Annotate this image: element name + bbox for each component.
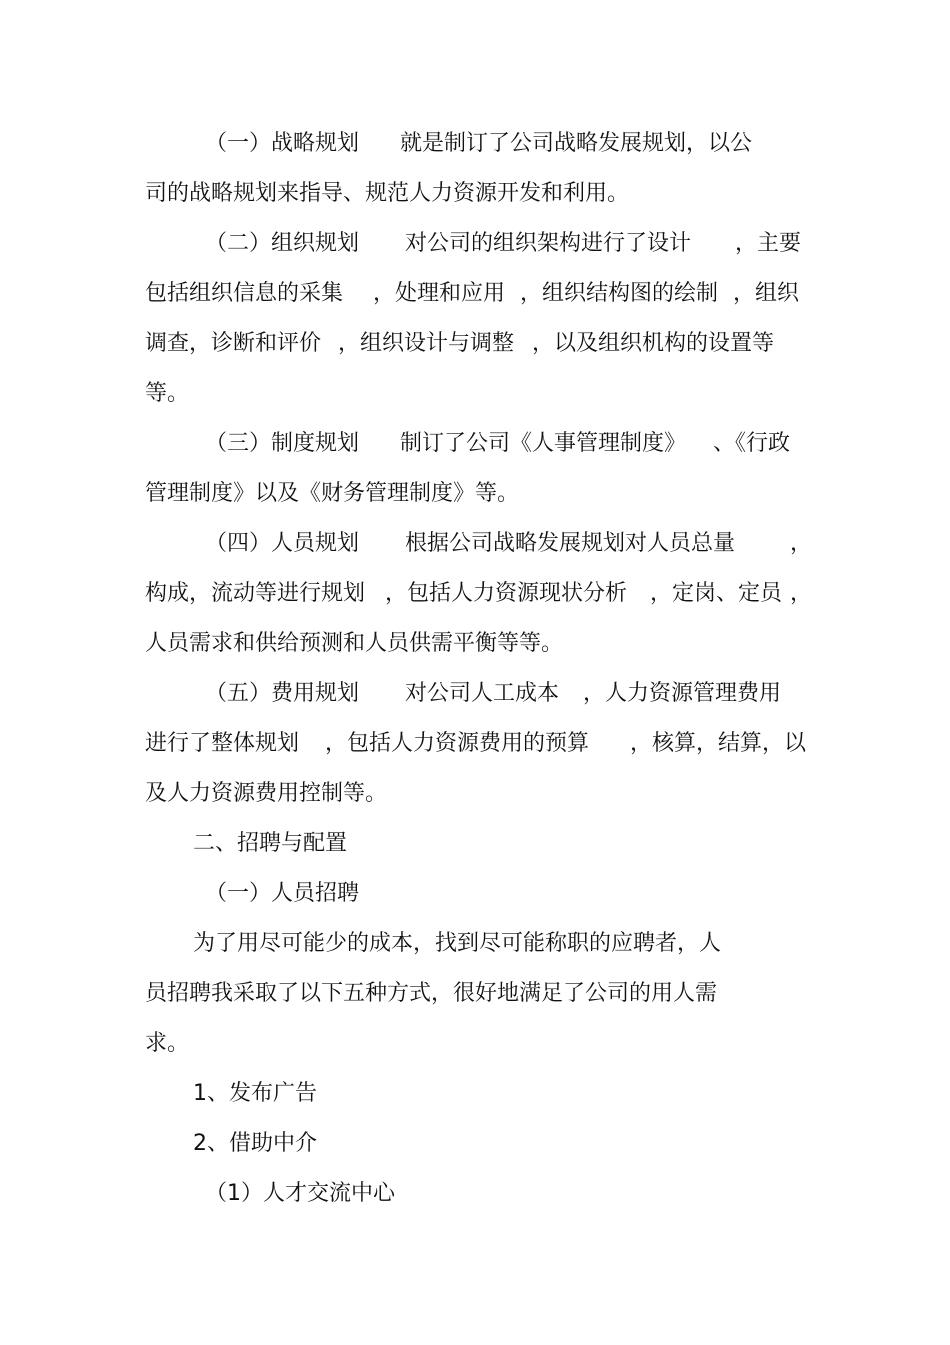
- text-segment: 、《行政: [713, 431, 791, 456]
- text-segment: ，: [790, 581, 813, 606]
- text-segment: ，处理和应用: [373, 281, 506, 306]
- text-line: [0, 180, 950, 230]
- list-item: 2、借助中介: [193, 1131, 317, 1156]
- text-segment: 及人力资源费用控制等。: [145, 781, 388, 806]
- text-line: [0, 630, 950, 680]
- text-line: [0, 680, 950, 730]
- section-heading: 二、招聘与配置: [193, 831, 348, 856]
- text-segment: 制订了公司《人事管理制度》: [400, 431, 687, 456]
- text-segment: ，人力资源管理费用: [583, 681, 782, 706]
- text-segment: ，: [790, 531, 813, 556]
- text-line: [0, 330, 950, 380]
- text-line: [0, 780, 950, 830]
- text-line: [0, 480, 950, 530]
- text-segment: 就是制订了公司战略发展规划，以公: [400, 131, 753, 156]
- text-segment: 调查，诊断和评价: [145, 331, 322, 356]
- text-segment: 对公司人工成本: [405, 681, 560, 706]
- list-item: （1）人才交流中心: [205, 1181, 395, 1206]
- text-segment: 求。: [145, 1031, 190, 1056]
- text-segment: （四）人员规划: [205, 531, 360, 556]
- text-segment: ，以及组织机构的设置等: [532, 331, 775, 356]
- text-segment: ，包括人力资源费用的预算: [325, 731, 590, 756]
- text-segment: 管理制度》以及《财务管理制度》等。: [145, 481, 520, 506]
- text-line: [0, 380, 950, 430]
- text-line: [0, 730, 950, 780]
- text-segment: ，主要: [735, 231, 802, 256]
- text-line: [0, 880, 950, 930]
- text-line: [0, 830, 950, 880]
- text-line: [0, 1030, 950, 1080]
- text-segment: ，组织: [733, 281, 800, 306]
- text-segment: （五）费用规划: [205, 681, 360, 706]
- text-line: [0, 1180, 950, 1230]
- text-line: [0, 430, 950, 480]
- text-segment: 根据公司战略发展规划对人员总量: [405, 531, 736, 556]
- text-segment: 员招聘我采取了以下五种方式，很好地满足了公司的用人需: [145, 981, 718, 1006]
- text-segment: 包括组织信息的采集: [145, 281, 344, 306]
- text-line: [0, 1080, 950, 1130]
- text-segment: ，定岗、定员: [650, 581, 783, 606]
- text-segment: ，核算，结算，以: [630, 731, 807, 756]
- text-line: [0, 530, 950, 580]
- text-segment: ，组织设计与调整: [338, 331, 515, 356]
- text-segment: 对公司的组织架构进行了设计: [405, 231, 692, 256]
- text-line: [0, 580, 950, 630]
- text-segment: 构成，流动等进行规划: [145, 581, 366, 606]
- list-item: 1、发布广告: [193, 1081, 317, 1106]
- text-segment: （二）组织规划: [205, 231, 360, 256]
- text-segment: 司的战略规划来指导、规范人力资源开发和利用。: [145, 181, 630, 206]
- subsection-heading: （一）人员招聘: [205, 881, 360, 906]
- text-line: [0, 1130, 950, 1180]
- text-segment: 进行了整体规划: [145, 731, 300, 756]
- text-line: [0, 130, 950, 180]
- text-segment: 为了用尽可能少的成本，找到尽可能称职的应聘者，人: [193, 931, 722, 956]
- text-line: [0, 230, 950, 280]
- text-segment: ，组织结构图的绘制: [520, 281, 719, 306]
- text-segment: 等。: [145, 381, 190, 406]
- text-segment: （一）战略规划: [205, 131, 360, 156]
- text-segment: （三）制度规划: [205, 431, 360, 456]
- text-line: [0, 930, 950, 980]
- text-line: [0, 280, 950, 330]
- text-segment: ，包括人力资源现状分析: [385, 581, 628, 606]
- text-line: [0, 980, 950, 1030]
- text-segment: 人员需求和供给预测和人员供需平衡等等。: [145, 631, 564, 656]
